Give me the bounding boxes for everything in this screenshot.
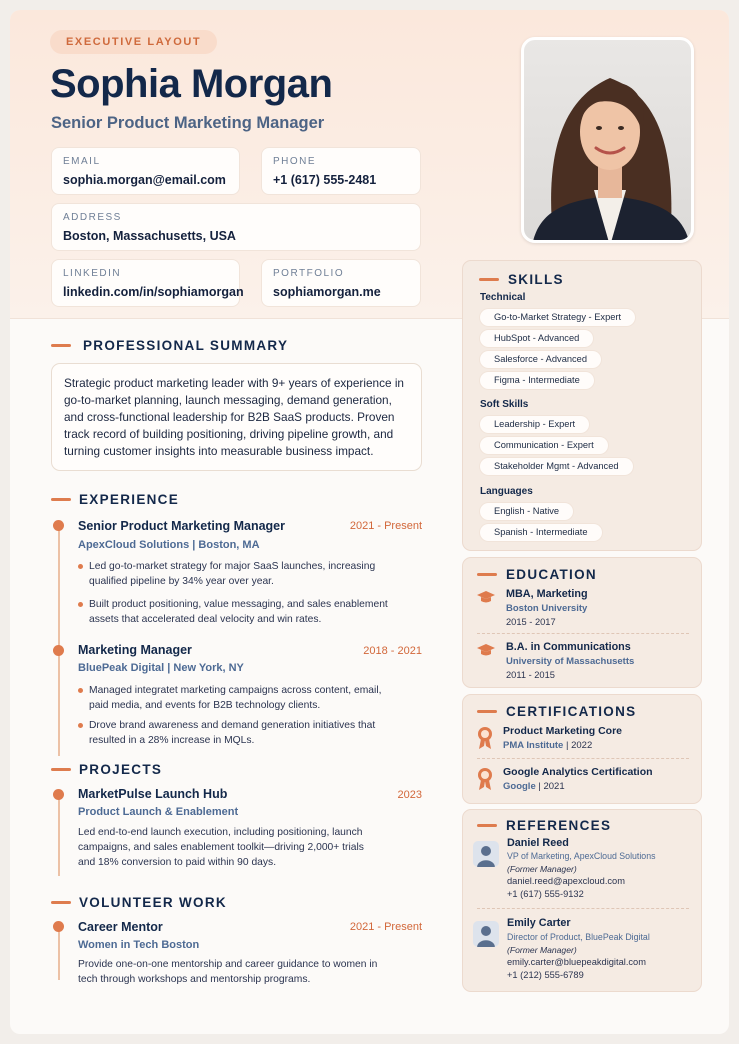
- address-value: Boston, Massachusetts, USA: [63, 229, 236, 243]
- education-heading: [477, 567, 597, 582]
- reference-note: (Former Manager): [507, 864, 577, 874]
- reference-note: (Former Manager): [507, 945, 577, 955]
- job-title: Marketing Manager: [78, 643, 192, 657]
- heading-accent: [477, 824, 497, 827]
- job-title: Senior Product Marketing Manager: [78, 519, 285, 533]
- projects-timeline: [58, 796, 60, 876]
- certifications-heading: [477, 704, 636, 719]
- phone-value[interactable]: +1 (617) 555-2481: [273, 173, 377, 187]
- volunteer-description: Provide one-on-one mentorship and career guidance to women in tech through workshops and mentorship programs.: [78, 959, 378, 985]
- certifications-card: [462, 694, 702, 804]
- award-ribbon-icon: [476, 767, 494, 791]
- timeline-dot: [53, 789, 64, 800]
- portfolio-label: PORTFOLIO: [273, 268, 345, 279]
- certification-org-line: PMA Institute | 2022: [503, 740, 593, 751]
- skill-chip: Leadership - Expert: [480, 416, 589, 433]
- job-bullet: Drove brand awareness and demand generation initiatives that resulted in a 28% increase in MQLs.: [78, 718, 398, 748]
- address-box: [51, 203, 421, 251]
- volunteer-timeline: [58, 930, 60, 980]
- volunteer-heading: [51, 895, 227, 910]
- summary-box: Strategic product marketing leader with 9+ years of experience in go-to-market planning, launch messaging, demand generation, and cross-functional leadership for B2B SaaS products. Proven track record of building positioning, driving pipeline growth, and turning customer insights into measurable business impact.: [51, 363, 422, 471]
- phone-box: [261, 147, 421, 195]
- volunteer-org: Women in Tech Boston: [78, 939, 200, 951]
- email-label: EMAIL: [63, 156, 101, 167]
- portfolio-box: [261, 259, 421, 307]
- timeline-dot: [53, 645, 64, 656]
- heading-accent: [51, 344, 71, 347]
- certification-year: 2021: [543, 781, 565, 792]
- reference-phone: +1 (617) 555-9132: [507, 889, 584, 899]
- job-dates: 2021 - Present: [349, 520, 422, 532]
- heading-accent: [51, 901, 71, 904]
- reference-phone: +1 (212) 555-6789: [507, 970, 584, 980]
- school: University of Massachusetts: [506, 656, 635, 667]
- certifications-heading-text: CERTIFICATIONS: [506, 704, 637, 719]
- reference-role: VP of Marketing, ApexCloud Solutions: [507, 851, 656, 861]
- skill-chip: Stakeholder Mgmt - Advanced: [480, 458, 633, 475]
- skill-chip: Go-to-Market Strategy - Expert: [480, 309, 635, 326]
- linkedin-box: [51, 259, 244, 307]
- projects-heading: [51, 762, 162, 777]
- project-title: MarketPulse Launch Hub: [78, 787, 228, 801]
- certification-year: 2022: [571, 740, 593, 751]
- divider: [477, 758, 689, 759]
- skills-card: [462, 260, 702, 551]
- skills-group-label: Languages: [480, 486, 533, 497]
- certification-org: PMA Institute: [503, 740, 564, 751]
- resume-page: [10, 10, 729, 1034]
- skills-heading-text: SKILLS: [508, 272, 564, 287]
- heading-accent: [479, 278, 499, 281]
- graduation-cap-icon: [477, 644, 495, 656]
- layout-badge: EXECUTIVE LAYOUT: [50, 30, 217, 54]
- linkedin-label: LINKEDIN: [63, 268, 122, 279]
- timeline-dot: [53, 921, 64, 932]
- heading-accent: [477, 710, 497, 713]
- experience-heading: [51, 492, 179, 507]
- reference-name: Emily Carter: [507, 917, 571, 929]
- references-heading-text: REFERENCES: [506, 818, 612, 833]
- certification-title: Product Marketing Core: [503, 725, 623, 737]
- job-dates: 2018 - 2021: [363, 645, 422, 657]
- email-box: [51, 147, 240, 195]
- skills-group-label: Soft Skills: [480, 399, 529, 410]
- summary-heading: [51, 338, 288, 353]
- project-subtitle: Product Launch & Enablement: [78, 806, 239, 818]
- job-bullet: Built product positioning, value messaging, and sales enablement assets that accelerated deal velocity and win rates.: [78, 597, 398, 627]
- job-bullet: Managed integratet marketing campaigns across content, email, paid media, and events for B2B technology clients.: [78, 683, 398, 713]
- candidate-name: Sophia Morgan: [50, 62, 333, 106]
- skill-chip: Salesforce - Advanced: [480, 351, 601, 368]
- job-company: ApexCloud Solutions | Boston, MA: [78, 539, 260, 551]
- address-label: ADDRESS: [63, 212, 122, 223]
- job-company: BluePeak Digital | New York, NY: [78, 662, 244, 674]
- project-dates: 2023: [397, 789, 422, 801]
- volunteer-heading-text: VOLUNTEER WORK: [79, 895, 227, 910]
- projects-heading-text: PROJECTS: [79, 762, 163, 777]
- person-avatar-icon: [473, 921, 499, 947]
- reference-name: Daniel Reed: [507, 837, 569, 849]
- skill-chip: Communication - Expert: [480, 437, 608, 454]
- heading-accent: [51, 768, 71, 771]
- portfolio-value[interactable]: sophiamorgan.me: [273, 285, 381, 299]
- skills-heading: [479, 272, 564, 287]
- phone-label: PHONE: [273, 156, 317, 167]
- certification-title: Google Analytics Certification: [503, 766, 653, 778]
- reference-email[interactable]: emily.carter@bluepeakdigital.com: [507, 957, 646, 967]
- skill-chip: Spanish - Intermediate: [480, 524, 602, 541]
- skill-chip: HubSpot - Advanced: [480, 330, 593, 347]
- certification-org: Google: [503, 781, 536, 792]
- divider: [477, 908, 689, 909]
- summary-heading-text: PROFESSIONAL SUMMARY: [83, 338, 289, 353]
- education-years: 2011 - 2015: [506, 670, 555, 680]
- reference-email[interactable]: daniel.reed@apexcloud.com: [507, 876, 625, 886]
- skill-chip: Figma - Intermediate: [480, 372, 594, 389]
- skill-chip: English - Native: [480, 503, 573, 520]
- certification-org-line: Google | 2021: [503, 781, 565, 792]
- profile-photo: [521, 37, 694, 243]
- education-card: [462, 557, 702, 688]
- person-avatar-icon: [473, 841, 499, 867]
- graduation-cap-icon: [477, 591, 495, 603]
- divider: [477, 633, 689, 634]
- candidate-title: Senior Product Marketing Manager: [51, 114, 325, 132]
- volunteer-dates: 2021 - Present: [349, 921, 422, 933]
- school: Boston University: [506, 603, 588, 614]
- award-ribbon-icon: [476, 726, 494, 750]
- timeline-dot: [53, 520, 64, 531]
- project-description: Led end-to-end launch execution, including positioning, launch campaigns, and sales enablement toolkit—driving 2,000+ trials and 18% conversion to paid within 90 days.: [78, 827, 364, 868]
- volunteer-title: Career Mentor: [78, 920, 163, 934]
- education-heading-text: EDUCATION: [506, 567, 597, 582]
- references-card: [462, 809, 702, 992]
- degree: B.A. in Communications: [506, 641, 631, 653]
- linkedin-value[interactable]: linkedin.com/in/sophiamorgan: [63, 285, 244, 299]
- experience-timeline: [58, 526, 60, 756]
- degree: MBA, Marketing: [506, 588, 588, 600]
- heading-accent: [477, 573, 497, 576]
- reference-role: Director of Product, BluePeak Digital: [507, 932, 650, 942]
- heading-accent: [51, 498, 71, 501]
- skills-group-label: Technical: [480, 292, 526, 303]
- email-value[interactable]: sophia.morgan@email.com: [63, 173, 226, 187]
- portrait-illustration: [524, 40, 694, 243]
- references-heading: [477, 818, 611, 833]
- experience-heading-text: EXPERIENCE: [79, 492, 180, 507]
- job-bullet: Led go-to-market strategy for major SaaS launches, increasing qualified pipeline by 34% year over year.: [78, 559, 398, 589]
- education-years: 2015 - 2017: [506, 617, 556, 627]
